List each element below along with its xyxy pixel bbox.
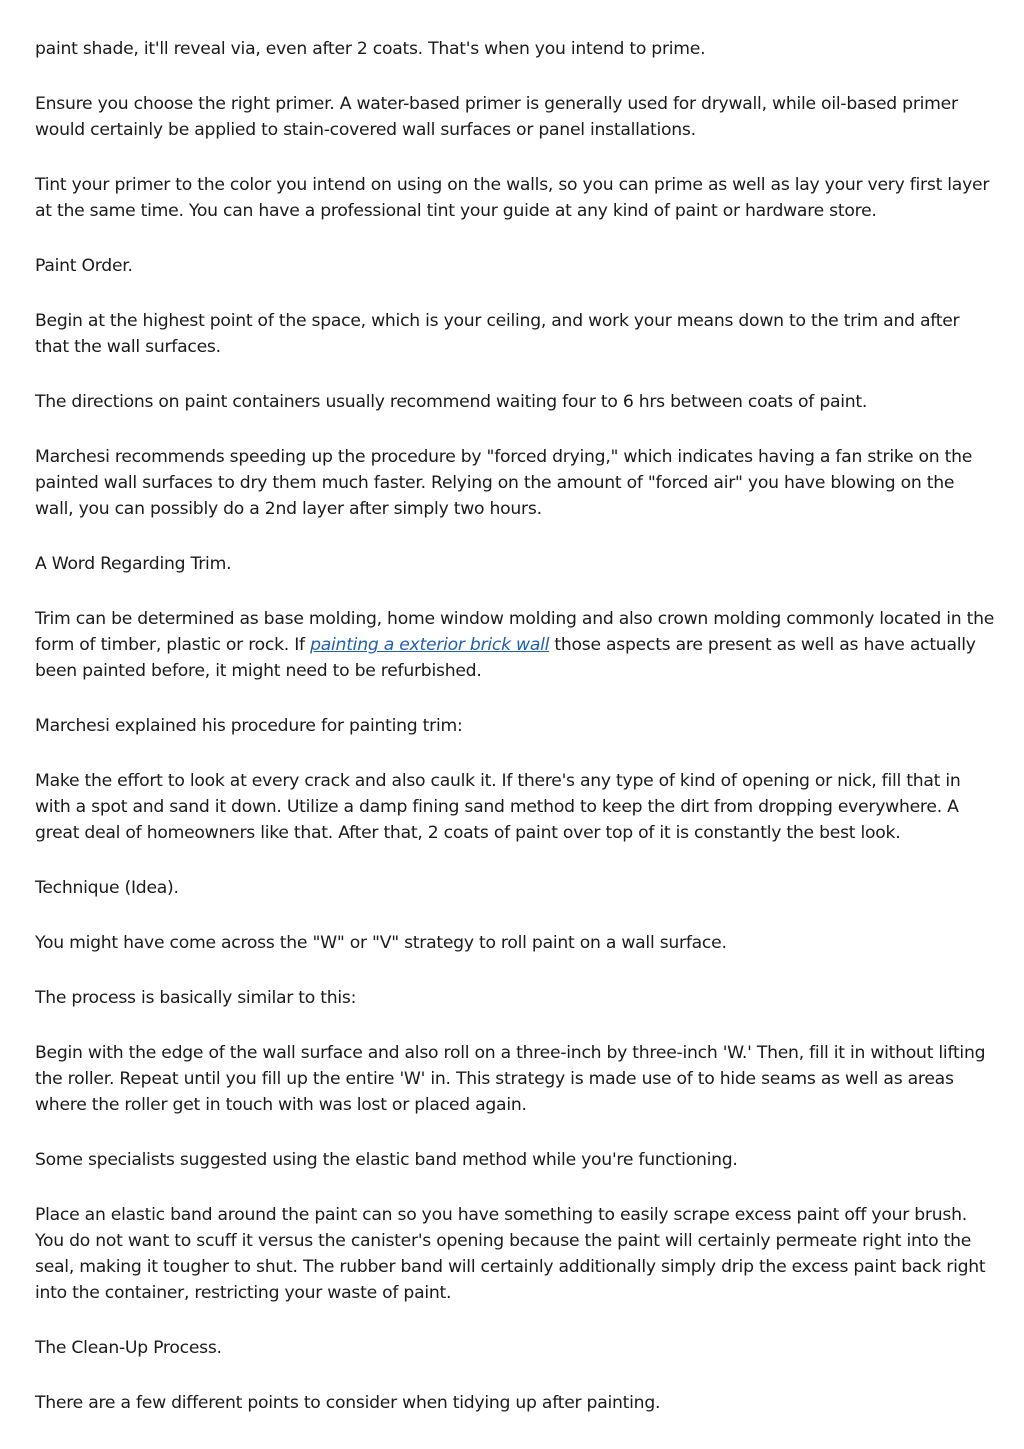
- paragraph-6: The directions on paint containers usually recommend waiting four to 6 hrs between coats of paint.: [35, 392, 868, 412]
- paragraph-3: Tint your primer to the color you intend on using on the walls, so you can prime as well as lay your very first layer at the same time. You can have a professional tint your guide at any kind of paint or hardware store.: [35, 175, 990, 221]
- paragraph-10: Marchesi explained his procedure for painting trim:: [35, 716, 463, 736]
- heading-word-regarding-trim: A Word Regarding Trim.: [35, 554, 232, 574]
- paragraph-trim: [35, 606, 995, 684]
- paragraph-5: Begin at the highest point of the space, which is your ceiling, and work your means down to the trim and after that the wall surfaces.: [35, 311, 960, 357]
- heading-technique: Technique (Idea).: [35, 878, 179, 898]
- paragraph-trim-after: those aspects are present as well as have actually been painted before, it might need to be refurbished.: [35, 635, 976, 681]
- exterior-brick-wall-link[interactable]: painting a exterior brick wall: [310, 635, 550, 655]
- heading-paint-order: Paint Order.: [35, 256, 133, 276]
- paragraph-14: The process is basically similar to this:: [35, 988, 357, 1008]
- paragraph-1: paint shade, it'll reveal via, even after 2 coats. That's when you intend to prime.: [35, 39, 706, 59]
- paragraph-17: Place an elastic band around the paint can so you have something to easily scrape excess paint off your brush. You do not want to scuff it versus the canister's opening because the paint will certainly permeate right into the seal, making it tougher to shut. The rubber band will certainly additionally simply drip the excess paint back right into the container, restricting your waste of paint.: [35, 1205, 986, 1303]
- paragraph-11: Make the effort to look at every crack and also caulk it. If there's any type of kind of opening or nick, fill that in with a spot and sand it down. Utilize a damp fining sand method to keep the dirt from dropping everywhere. A great deal of homeowners like that. After that, 2 coats of paint over top of it is constantly the best look.: [35, 771, 961, 843]
- heading-clean-up-process: The Clean-Up Process.: [35, 1338, 222, 1358]
- paragraph-2: Ensure you choose the right primer. A water-based primer is generally used for drywall, while oil-based primer would certainly be applied to stain-covered wall surfaces or panel installations.: [35, 94, 958, 140]
- paragraph-16: Some specialists suggested using the elastic band method while you're functioning.: [35, 1150, 738, 1170]
- paragraph-trim-before: Trim can be determined as base molding, home window molding and also crown molding commonly located in the form of timber, plastic or rock. If: [35, 609, 995, 655]
- paragraph-15: Begin with the edge of the wall surface and also roll on a three-inch by three-inch 'W.' Then, fill it in without lifting the roller. Repeat until you fill up the entire 'W' in. This strategy is made use of to hide seams as well as areas where the roller get in touch with was lost or placed again.: [35, 1043, 986, 1115]
- paragraph-13: You might have come across the "W" or "V" strategy to roll paint on a wall surface.: [35, 933, 727, 953]
- paragraph-19: There are a few different points to consider when tidying up after painting.: [35, 1393, 661, 1413]
- paragraph-7: Marchesi recommends speeding up the procedure by "forced drying," which indicates having a fan strike on the painted wall surfaces to dry them much faster. Relying on the amount of "forced air" you have blowing on the wall, you can possibly do a 2nd layer after simply two hours.: [35, 447, 973, 519]
- document-body: [35, 36, 995, 1445]
